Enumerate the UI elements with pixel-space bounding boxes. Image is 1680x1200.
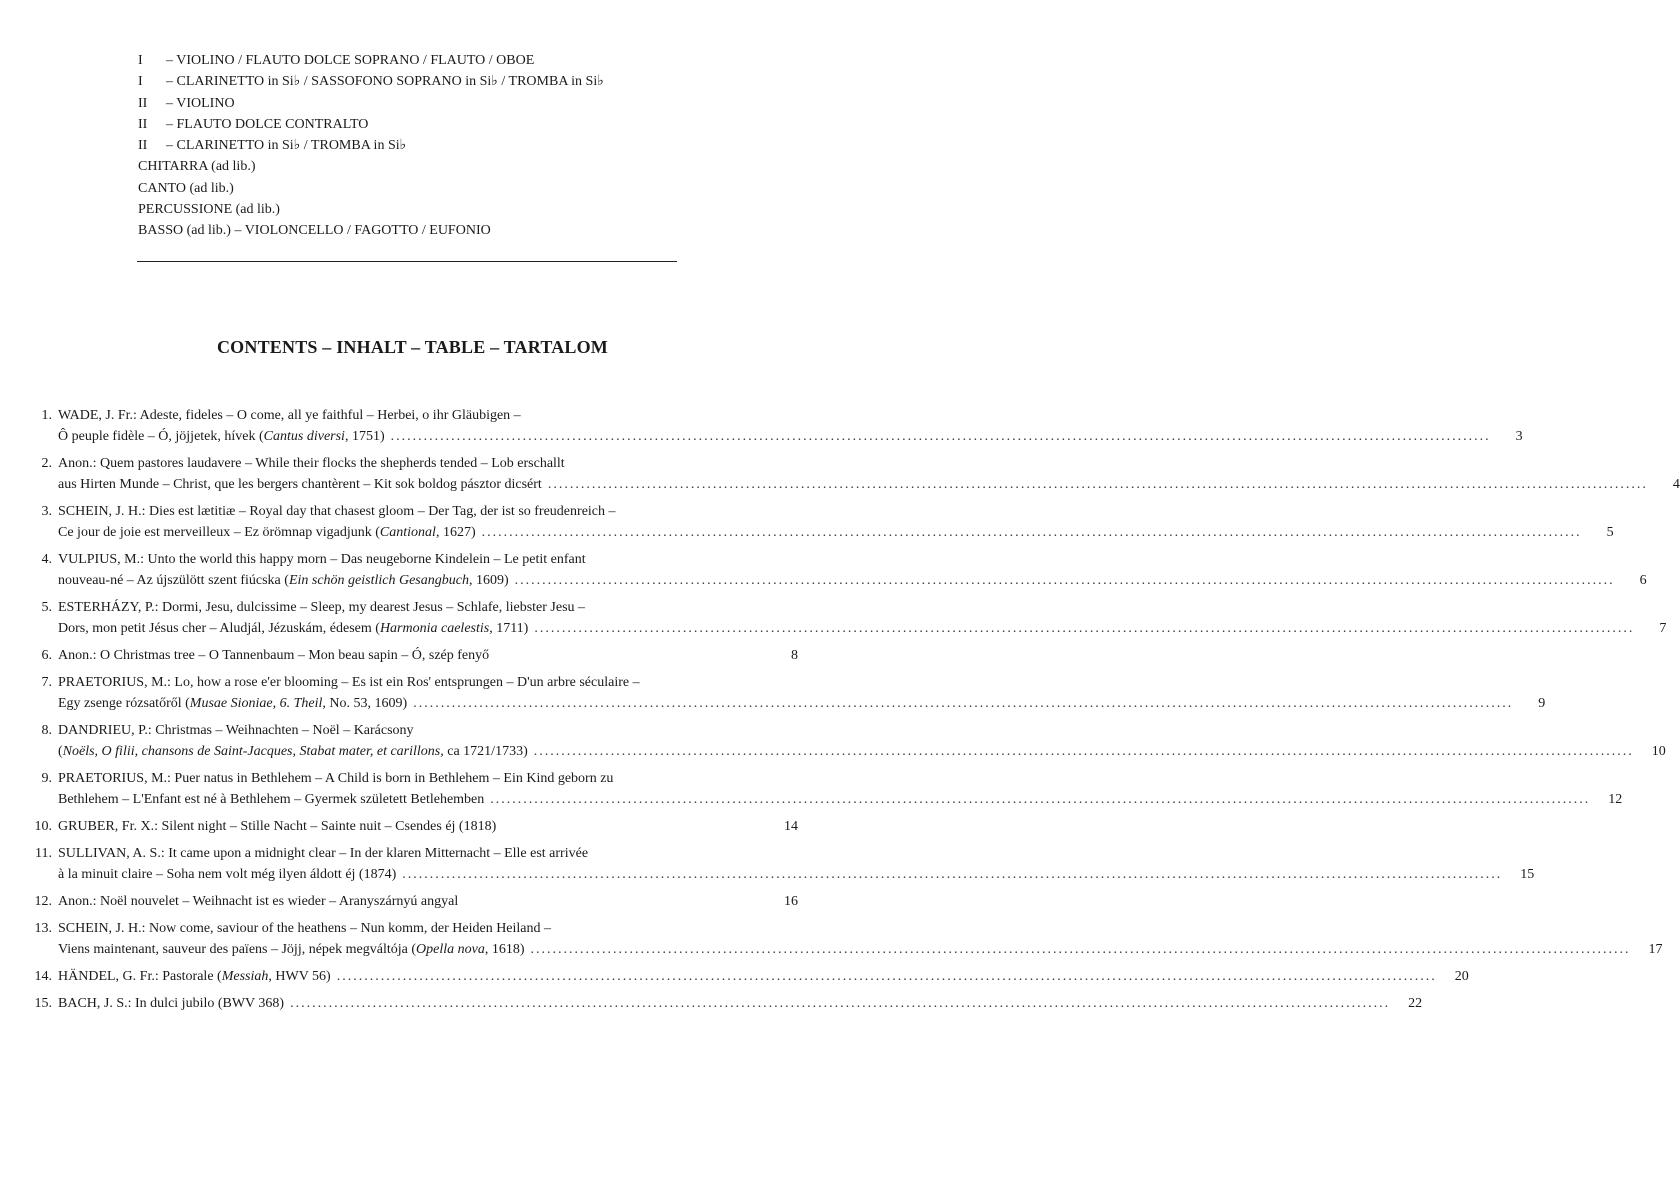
toc-entry-title: SCHEIN, J. H.: Dies est lætitiæ – Royal day that chasest gloom – Der Tag, der ist so freudenreich – xyxy=(58,504,616,519)
toc-entry xyxy=(24,816,798,837)
toc-entry-number: 5. xyxy=(41,600,52,615)
toc-entry-text-main: à la minuit claire – Soha nem volt még ilyen áldott éj (1874) xyxy=(58,867,397,882)
toc-entry xyxy=(24,501,1614,543)
instrument-line xyxy=(138,156,698,177)
toc-entry-number: 8. xyxy=(41,723,52,738)
toc-entry-number: 12. xyxy=(34,894,52,909)
leader-dots: ........................................................................................................................................................................................................ xyxy=(390,429,1491,444)
instrument-part-number: II xyxy=(138,95,148,111)
toc-entry-number: 10. xyxy=(34,819,52,834)
instrument-name: – FLAUTO DOLCE CONTRALTO xyxy=(166,116,369,132)
toc-entry-source: Noëls, O filii, chansons de Saint-Jacques, Stabat mater, et carillons, xyxy=(62,744,444,759)
toc-entry-title: WADE, J. Fr.: Adeste, fideles – O come, all ye faithful – Herbei, o ihr Gläubigen – xyxy=(58,408,521,423)
toc-entry xyxy=(24,843,1535,885)
instrument-name: – VIOLINO xyxy=(166,95,235,111)
toc-entry xyxy=(24,672,1546,714)
toc-page-number: 3 xyxy=(1515,429,1523,444)
toc-page-number: 4 xyxy=(1672,477,1680,492)
toc-entry-source: Messiah xyxy=(221,969,269,984)
toc-entry-text xyxy=(58,741,528,762)
toc-entry-number: 13. xyxy=(34,921,52,936)
toc-entry xyxy=(24,645,798,666)
toc-entry-number: 1. xyxy=(41,408,52,423)
toc-entry-number: 9. xyxy=(41,771,52,786)
toc-entry-text xyxy=(58,966,331,987)
toc-entry-text xyxy=(58,570,509,591)
instrument-line xyxy=(138,135,698,156)
toc-page-number: 8 xyxy=(791,648,798,663)
toc-entry-number: 4. xyxy=(41,552,52,567)
toc-entry xyxy=(24,891,798,912)
instrument-name: – CLARINETTO in Si♭ / TROMBA in Si♭ xyxy=(166,138,407,154)
toc-page-number: 20 xyxy=(1454,969,1469,984)
toc-entry xyxy=(24,993,1423,1014)
leader-dots: ........................................................................................................................................................................................................ xyxy=(514,573,1615,588)
leader-dots: ........................................................................................................................................................................................................ xyxy=(336,969,1437,984)
toc-entry-title: ESTERHÁZY, P.: Dormi, Jesu, dulcissime – Sleep, my dearest Jesus – Schlafe, liebster Jesu – xyxy=(58,600,586,615)
divider-rule xyxy=(137,261,677,262)
leader-dots: ........................................................................................................................................................................................................ xyxy=(534,621,1635,636)
contents-heading: CONTENTS – INHALT – TABLE – TARTALOM xyxy=(216,337,608,357)
toc-entry-text-main: nouveau-né – Az újszülött szent fiúcska ( xyxy=(58,573,289,588)
leader-dots: ........................................................................................................................................................................................................ xyxy=(402,867,1503,882)
toc-page-number: 22 xyxy=(1408,996,1423,1011)
toc-entry-text-main: aus Hirten Munde – Christ, que les bergers chantèrent – Kit sok boldog pásztor dicsért xyxy=(58,477,542,492)
toc-page-number: 16 xyxy=(784,894,798,909)
toc-entry-text xyxy=(58,891,458,912)
toc-entry-text-main: Dors, mon petit Jésus cher – Aludjál, Jézuskám, édesem ( xyxy=(58,621,380,636)
toc-entry xyxy=(24,966,1469,987)
toc-entry-title: Anon.: Quem pastores laudavere – While their flocks the shepherds tended – Lob erschallt xyxy=(58,456,565,471)
toc-entry-text-main: Egy zsenge rózsatőről ( xyxy=(58,696,190,711)
toc-entry-text xyxy=(58,789,484,810)
toc-entry-source: Cantus diversi xyxy=(263,429,345,444)
toc-entry-text xyxy=(58,993,284,1014)
toc-page-number: 14 xyxy=(784,819,798,834)
toc-entry-title: VULPIUS, M.: Unto the world this happy morn – Das neugeborne Kindelein – Le petit enfant xyxy=(58,552,586,567)
toc-entry-date: , 1609) xyxy=(468,573,509,588)
toc-entry-number: 11. xyxy=(35,846,52,861)
toc-entry-date: , 1711) xyxy=(489,621,529,636)
toc-entry-text-main: Ce jour de joie est merveilleux – Ez örömnap vigadjunk ( xyxy=(58,525,380,540)
toc-page-number: 5 xyxy=(1606,525,1614,540)
leader-dots: ........................................................................................................................................................................................................ xyxy=(533,744,1634,759)
toc-entry-text xyxy=(58,693,407,714)
toc-entry-date: ca 1721/1733) xyxy=(443,744,528,759)
toc-page-number: 7 xyxy=(1659,621,1667,636)
toc-entry-number: 14. xyxy=(34,969,52,984)
toc-entry-title: SCHEIN, J. H.: Now come, saviour of the heathens – Nun komm, der Heiden Heiland – xyxy=(58,921,552,936)
toc-entry-title: SULLIVAN, A. S.: It came upon a midnight clear – In der klaren Mitternacht – Elle est arrivée xyxy=(58,846,589,861)
instrument-line xyxy=(138,220,698,241)
toc-entry-source: Cantional xyxy=(379,525,436,540)
instrument-line xyxy=(138,71,698,92)
toc-entry-text-main: GRUBER, Fr. X.: Silent night – Stille Nacht – Sainte nuit – Csendes éj (1818) xyxy=(58,819,497,834)
instrument-name: CHITARRA (ad lib.) xyxy=(138,159,256,175)
toc-entry-text xyxy=(58,864,396,885)
toc-entry-text-main: Viens maintenant, sauveur des païens – Jöjj, népek megváltója ( xyxy=(58,942,417,957)
instrument-line xyxy=(138,178,698,199)
toc-entry-number: 2. xyxy=(41,456,52,471)
instrument-name: BASSO (ad lib.) – VIOLONCELLO / FAGOTTO / EUFONIO xyxy=(138,223,491,239)
toc-entry-date: , 1618) xyxy=(484,942,525,957)
toc-entry-text-main: Ô peuple fidèle – Ó, jöjjetek, hívek ( xyxy=(58,429,264,444)
instrument-line xyxy=(138,199,698,220)
instrument-name: – VIOLINO / FLAUTO DOLCE SOPRANO / FLAUTO / OBOE xyxy=(166,53,535,68)
instrument-name: – CLARINETTO in Si♭ / SASSOFONO SOPRANO in Si♭ / TROMBA in Si♭ xyxy=(166,74,604,90)
toc-page-number: 9 xyxy=(1538,696,1546,711)
toc-entry-source: Musae Sioniae, 6. Theil, xyxy=(189,696,326,711)
toc-entry-text xyxy=(58,939,525,960)
instrument-part-number: II xyxy=(138,116,148,132)
table-of-contents xyxy=(24,405,1680,1020)
toc-entry-source: Harmonia caelestis xyxy=(379,621,490,636)
instrument-part-number: I xyxy=(138,53,143,68)
toc-entry xyxy=(24,768,1623,810)
toc-entry-text xyxy=(58,474,542,495)
toc-entry-date: , 1751) xyxy=(344,429,385,444)
toc-entry-text-main: ( xyxy=(58,744,63,759)
toc-entry xyxy=(24,405,1523,447)
toc-entry-title: PRAETORIUS, M.: Lo, how a rose e'er blooming – Es ist ein Ros' entsprungen – D'un arbre séculaire – xyxy=(58,675,640,690)
toc-entry-number: 3. xyxy=(41,504,52,519)
toc-entry xyxy=(24,453,1680,495)
toc-page-number: 12 xyxy=(1608,792,1623,807)
toc-entry-number: 7. xyxy=(41,675,52,690)
leader-dots: ........................................................................................................................................................................................................ xyxy=(530,942,1631,957)
toc-entry-text-main: Anon.: O Christmas tree – O Tannenbaum – Mon beau sapin – Ó, szép fenyő xyxy=(58,648,490,663)
toc-entry-title: PRAETORIUS, M.: Puer natus in Bethlehem – A Child is born in Bethlehem – Ein Kind geborn zu xyxy=(58,771,614,786)
toc-entry-source: Opella nova xyxy=(416,942,485,957)
toc-entry-date: No. 53, 1609) xyxy=(325,696,408,711)
leader-dots: ........................................................................................................................................................................................................ xyxy=(481,525,1582,540)
instrument-line xyxy=(138,50,698,71)
toc-entry xyxy=(24,597,1667,639)
toc-entry xyxy=(24,720,1666,762)
toc-entry-date: , HWV 56) xyxy=(268,969,331,984)
toc-entry-title: DANDRIEU, P.: Christmas – Weihnachten – Noël – Karácsony xyxy=(58,723,414,738)
toc-page-number: 17 xyxy=(1648,942,1663,957)
toc-entry-text-main: Bethlehem – L'Enfant est né à Bethlehem – Gyermek született Betlehemben xyxy=(58,792,485,807)
toc-entry-source: Ein schön geistlich Gesangbuch xyxy=(288,573,469,588)
toc-entry-text-main: HÄNDEL, G. Fr.: Pastorale ( xyxy=(58,969,222,984)
instrument-name: CANTO (ad lib.) xyxy=(138,180,234,196)
toc-entry-text xyxy=(58,618,528,639)
toc-entry-text-main: BACH, J. S.: In dulci jubilo (BWV 368) xyxy=(58,996,285,1011)
toc-entry-number: 15. xyxy=(34,996,52,1011)
toc-entry xyxy=(24,549,1647,591)
toc-entry-text xyxy=(58,645,489,666)
toc-entry-text xyxy=(58,816,496,837)
instrument-part-number: II xyxy=(138,138,148,154)
instrument-part-number: I xyxy=(138,74,143,90)
toc-page-number: 10 xyxy=(1651,744,1666,759)
leader-dots: ........................................................................................................................................................................................................ xyxy=(547,477,1648,492)
toc-page-number: 15 xyxy=(1520,867,1535,882)
toc-entry-text-main: Anon.: Noël nouvelet – Weihnacht ist es wieder – Aranyszárnyú angyal xyxy=(58,894,459,909)
instrument-line xyxy=(138,114,698,135)
toc-page-number: 6 xyxy=(1639,573,1647,588)
toc-entry-text xyxy=(58,426,385,447)
toc-entry xyxy=(24,918,1663,960)
instrument-line xyxy=(138,93,698,114)
instrument-name: PERCUSSIONE (ad lib.) xyxy=(138,202,280,218)
toc-entry-text xyxy=(58,522,476,543)
toc-entry-number: 6. xyxy=(41,648,52,663)
leader-dots: ........................................................................................................................................................................................................ xyxy=(290,996,1391,1011)
leader-dots: ........................................................................................................................................................................................................ xyxy=(413,696,1514,711)
toc-entry-date: , 1627) xyxy=(435,525,476,540)
leader-dots: ........................................................................................................................................................................................................ xyxy=(490,792,1591,807)
instrument-list xyxy=(138,50,698,242)
